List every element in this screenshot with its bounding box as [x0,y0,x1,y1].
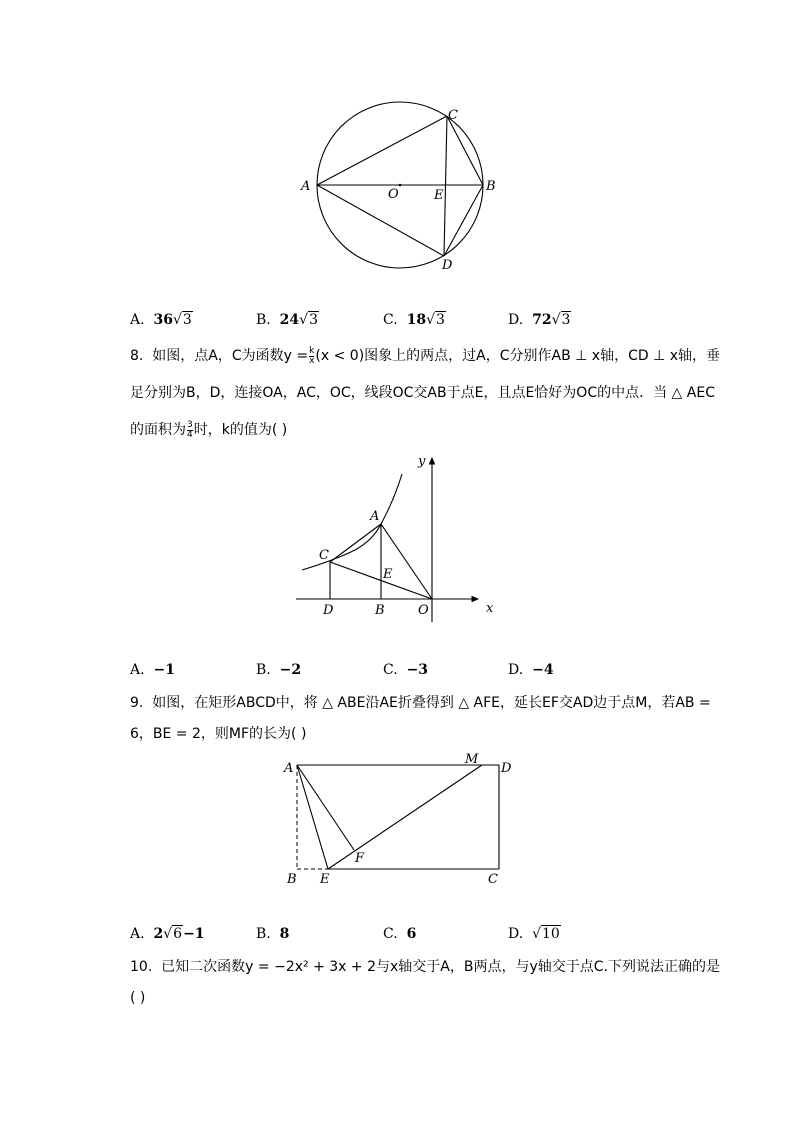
label-O: O [388,187,399,202]
segment-DB [444,185,483,256]
q8-option-a: A. −1 [130,662,175,678]
q7-option-c: C. 18√3 [383,312,445,328]
q10-line-1: 10. 已知二次函数y = −2x² + 3x + 2与x轴交于A，B两点，与y轴交于点C.下列说法正确的是 [130,959,720,975]
q8-line-1: 8. 如图，点A，C为函数y = $\frac{k}{x}$ (x < 0)图象上的两点，过A，C分别作AB ⊥ x轴，CD ⊥ x轴，垂 [130,345,721,366]
hyperbola-curve [302,474,402,570]
q7-option-d: D. 72√3 [508,312,571,328]
segment-AD [317,185,444,256]
segment-AC [317,116,447,185]
q8-k-over-x: $\frac{k}{x}$ [309,345,315,366]
circle-figure [290,95,510,280]
q7-option-b: B. 24√3 [256,312,318,328]
q10-line-2: ( ) [130,990,146,1006]
segment-EM [328,765,482,869]
segment-AC [330,524,381,562]
label-F: F [355,851,365,866]
label-A: A [301,179,311,194]
label-y: y [418,454,426,469]
center-dot [399,184,402,187]
q8-number: 8. [130,348,144,364]
q8-option-d: D. −4 [508,662,554,678]
label-D: D [442,258,453,273]
q9-number: 9. [130,695,144,711]
q9-option-b: B. 8 [256,926,290,942]
label-E: E [320,872,330,887]
label-x: x [486,601,494,616]
q8-line-2: 足分别为B，D，连接OA，AC，OC，线段OC交AB于点E，且点E恰好为OC的中点．当 △ AEC [130,385,715,401]
q9-line-2: 6，BE = 2，则MF的长为( ) [130,726,307,742]
q9-option-d: D. √10 [508,926,560,942]
q9-option-a: A. 2√6−1 [130,926,205,942]
label-D: D [323,603,334,618]
q8-option-c: C. −3 [383,662,429,678]
label-A: A [370,509,380,524]
label-B: B [375,603,385,618]
q9-option-c: C. 6 [383,926,417,942]
label-M: M [465,752,479,767]
label-D: D [501,761,512,776]
q9-line-1: 9. 如图，在矩形ABCD中，将 △ ABE沿AE折叠得到 △ AFE，延长EF交AD边于点M，若AB = [130,695,711,711]
segment-CD [444,116,447,256]
label-C: C [488,872,498,887]
q10-number: 10. [130,959,153,975]
segment-OA [381,524,432,599]
hyperbola-figure [290,448,505,626]
q8-line-3: 的面积为 $\frac{3}{4}$ 时，k的值为( ) [130,419,288,440]
label-O: O [418,603,429,618]
label-E: E [434,188,444,203]
q8-area-fraction: $\frac{3}{4}$ [187,419,193,440]
label-E: E [383,567,393,582]
q8-option-b: B. −2 [256,662,302,678]
segment-AF [297,765,354,850]
label-C: C [448,108,458,123]
label-B: B [287,872,297,887]
label-C: C [319,548,329,563]
segment-AE [297,765,328,869]
label-A: A [284,761,294,776]
q7-option-a: A. 36√3 [130,312,192,328]
rectangle-figure [280,750,520,890]
label-B: B [486,179,496,194]
segment-CB [447,116,483,185]
